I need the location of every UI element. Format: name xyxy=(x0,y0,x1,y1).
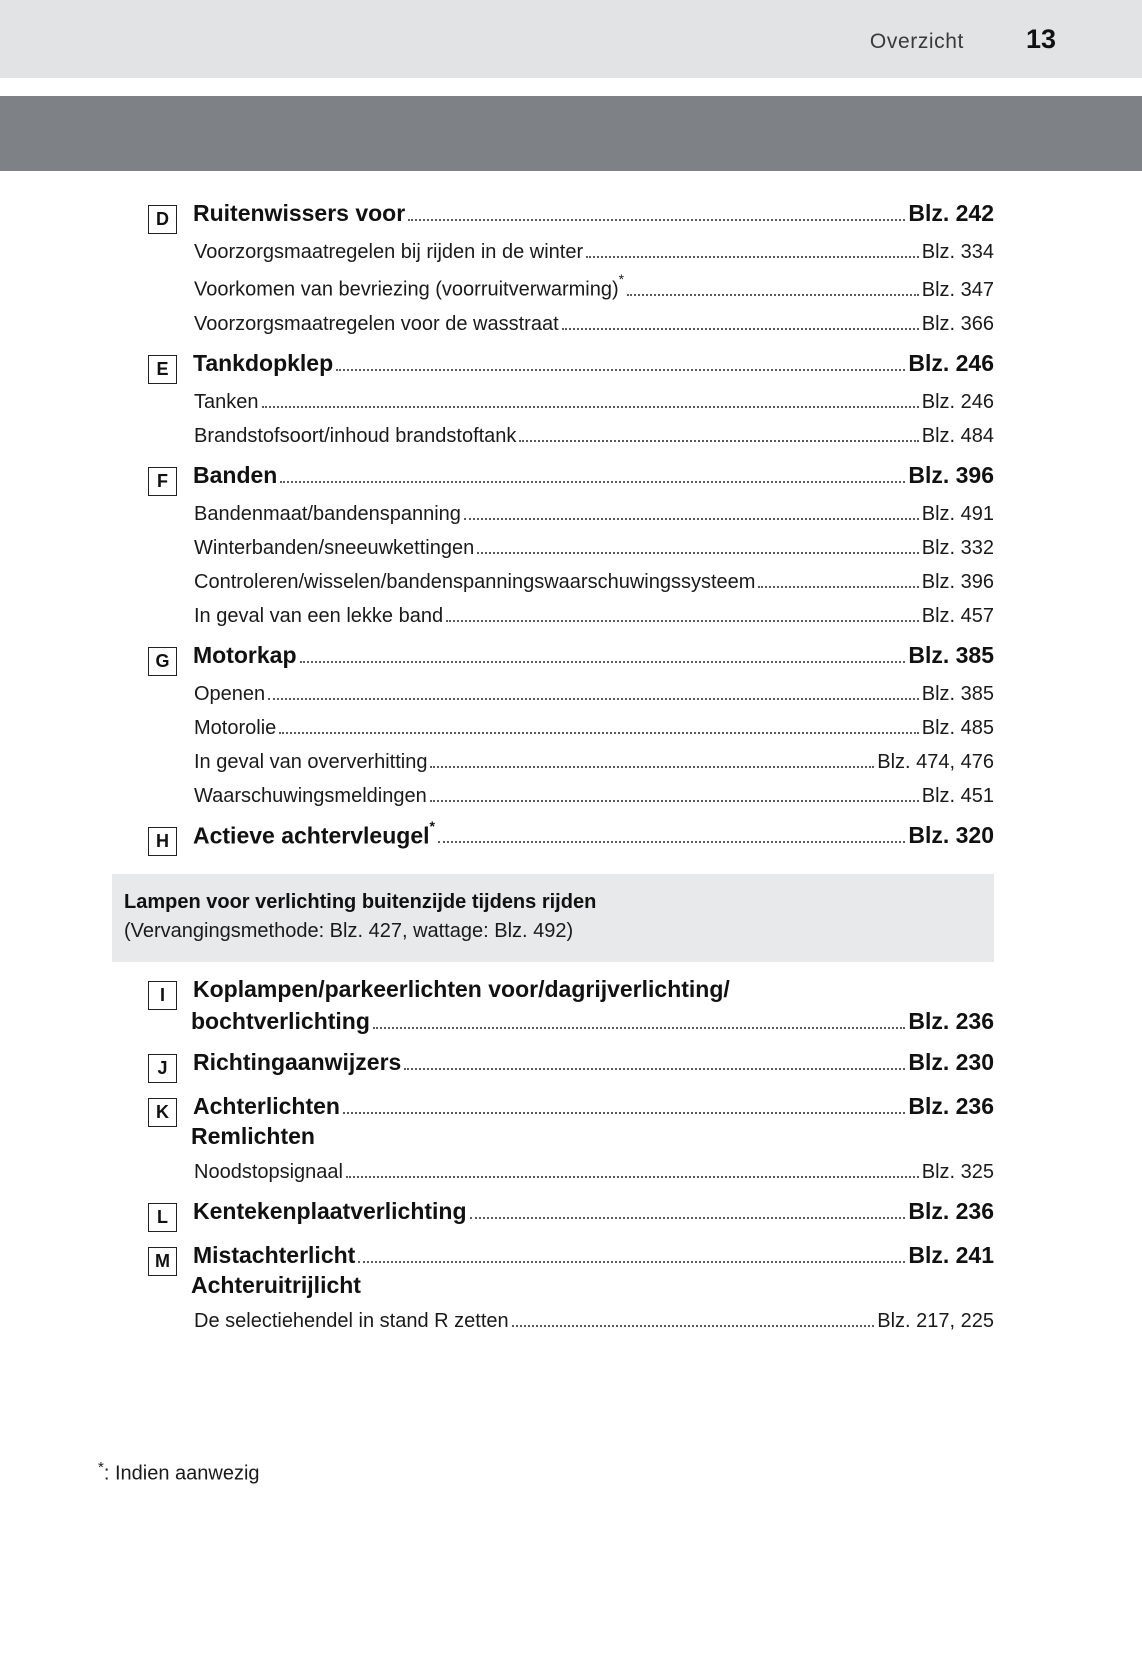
toc-subentry-title: Tanken xyxy=(194,390,259,413)
marker-badge-e: E xyxy=(148,355,177,384)
toc-page-ref: Blz. 334 xyxy=(921,241,994,263)
toc-page-ref: Blz. 241 xyxy=(908,1242,994,1269)
toc-page-ref: Blz. 347 xyxy=(921,278,994,301)
toc-subentry-title: Noodstopsignaal xyxy=(194,1161,343,1184)
toc-subentry-title: Voorzorgsmaatregelen voor de wasstraat xyxy=(194,312,559,335)
dot-leader xyxy=(358,1260,905,1263)
toc-subentry[interactable] xyxy=(0,503,1142,526)
dot-leader xyxy=(464,517,919,520)
toc-entry-title: Motorkap xyxy=(193,641,297,668)
dot-leader xyxy=(586,255,919,258)
toc-subentry[interactable] xyxy=(0,313,1142,336)
dot-leader xyxy=(477,551,919,554)
asterisk-marker: * xyxy=(618,271,625,287)
toc-subentry[interactable] xyxy=(0,1161,1142,1184)
toc-entry-k-extra xyxy=(0,1123,1142,1150)
toc-page-ref: Blz. 246 xyxy=(921,390,994,413)
dot-leader xyxy=(262,405,919,408)
toc-page-ref: Blz. 485 xyxy=(921,716,994,739)
toc-subentry-title: Voorzorgsmaatregelen bij rijden in de winter xyxy=(194,241,584,263)
toc-subentry[interactable] xyxy=(0,605,1142,628)
marker-badge-m: M xyxy=(148,1247,177,1276)
dot-leader xyxy=(438,840,905,843)
dot-leader xyxy=(336,368,905,371)
toc-page-ref: Blz. 451 xyxy=(921,784,994,807)
dot-leader xyxy=(408,218,905,221)
page-number: 13 xyxy=(1025,24,1056,54)
dot-leader xyxy=(430,799,919,802)
footnote-asterisk: * xyxy=(98,1459,104,1477)
toc-subentry-title: Openen xyxy=(194,682,266,705)
toc-page-ref: Blz. 366 xyxy=(921,312,994,335)
dot-leader xyxy=(373,1026,905,1029)
toc-entry-m[interactable] xyxy=(0,1242,1142,1272)
toc-page-ref: Blz. 332 xyxy=(921,536,994,559)
toc-entry-j[interactable] xyxy=(0,1049,1142,1079)
toc-entry-h[interactable] xyxy=(0,817,1142,853)
toc-subentry-title: Brandstofsoort/inhoud brandstoftank xyxy=(194,424,517,447)
toc-page-ref: Blz. 230 xyxy=(908,1049,994,1076)
toc-entry-title-line2: bochtverlichting xyxy=(191,1008,370,1035)
toc-page-ref: Blz. 491 xyxy=(921,502,994,525)
toc-subentry[interactable] xyxy=(0,391,1142,414)
toc-subentry-title: Winterbanden/sneeuwkettingen xyxy=(194,536,475,559)
toc-subentry[interactable] xyxy=(0,751,1142,774)
page-header-title: Overzicht xyxy=(869,30,964,53)
toc-entry-i[interactable] xyxy=(0,976,1142,1035)
toc-page-ref: Blz. 325 xyxy=(921,1161,994,1184)
toc-subentry[interactable] xyxy=(0,785,1142,808)
toc-entry-title: Richtingaanwijzers xyxy=(193,1049,402,1076)
marker-badge-g: G xyxy=(148,647,177,676)
dot-leader xyxy=(562,327,919,330)
dot-leader xyxy=(280,480,905,483)
lighting-note-block xyxy=(112,874,994,962)
toc-subentry[interactable] xyxy=(0,683,1142,706)
toc-extra-label: Remlichten xyxy=(191,1123,315,1150)
toc-entry-title: Mistachterlicht xyxy=(193,1242,356,1269)
lighting-note-line-1: Lampen voor verlichting buitenzijde tijdens rijden xyxy=(124,891,597,914)
toc-subentry-title: In geval van een lekke band xyxy=(194,604,444,627)
toc-extra-label: Achteruitrijlicht xyxy=(191,1272,361,1299)
dot-leader xyxy=(446,619,919,622)
toc-subentry[interactable] xyxy=(0,241,1142,264)
toc-page-ref: Blz. 396 xyxy=(908,461,994,488)
page-header-band xyxy=(0,0,1142,78)
toc-page-ref: Blz. 474, 476 xyxy=(877,750,994,773)
toc-subentry[interactable] xyxy=(0,1310,1142,1333)
toc-content xyxy=(0,186,1142,1333)
dot-leader xyxy=(758,585,918,588)
toc-page-ref: Blz. 385 xyxy=(908,641,994,668)
dot-leader xyxy=(627,293,919,296)
toc-subentry-title: Voorkomen van bevriezing (voorruitverwarming)* xyxy=(194,271,625,301)
toc-entry-g[interactable] xyxy=(0,642,1142,672)
lighting-note-line-2: (Vervangingsmethode: Blz. 427, wattage: Blz. 492) xyxy=(124,920,574,943)
dot-leader xyxy=(343,1111,905,1114)
toc-entry-f[interactable] xyxy=(0,462,1142,492)
dot-leader xyxy=(470,1216,906,1219)
footnote-text: : Indien aanwezig xyxy=(103,1463,260,1485)
dot-leader xyxy=(268,697,919,700)
toc-entry-title: Banden xyxy=(193,461,278,488)
toc-entry-title: Tankdopklep xyxy=(193,349,334,376)
marker-badge-j: J xyxy=(148,1054,177,1083)
toc-entry-k[interactable] xyxy=(0,1093,1142,1123)
toc-page-ref: Blz. 385 xyxy=(921,682,994,705)
toc-entry-d[interactable] xyxy=(0,200,1142,230)
marker-badge-i: I xyxy=(148,981,177,1010)
marker-badge-k: K xyxy=(148,1098,177,1127)
toc-subentry[interactable] xyxy=(0,717,1142,740)
dot-leader xyxy=(430,765,874,768)
toc-entry-title: Kentekenplaatverlichting xyxy=(193,1198,467,1225)
toc-entry-l[interactable] xyxy=(0,1198,1142,1228)
dot-leader xyxy=(346,1175,919,1178)
marker-badge-d: D xyxy=(148,205,177,234)
marker-badge-f: F xyxy=(148,467,177,496)
toc-page-ref: Blz. 236 xyxy=(908,1198,994,1225)
toc-page-ref: Blz. 242 xyxy=(908,200,994,226)
toc-page-ref: Blz. 217, 225 xyxy=(877,1310,994,1333)
toc-page-ref: Blz. 236 xyxy=(908,1093,994,1120)
toc-subentry-title: Motorolie xyxy=(194,716,277,739)
marker-badge-h: H xyxy=(148,827,177,856)
toc-entry-title: Achterlichten xyxy=(193,1093,340,1120)
dot-leader xyxy=(300,660,906,663)
toc-page-ref: Blz. 457 xyxy=(921,604,994,627)
toc-page-ref: Blz. 320 xyxy=(908,822,994,849)
asterisk-marker: * xyxy=(429,817,435,834)
toc-entry-title-line1: Koplampen/parkeerlichten voor/dagrijverlichting/ xyxy=(193,976,730,1003)
dot-leader xyxy=(404,1067,905,1070)
toc-subentry-title: De selectiehendel in stand R zetten xyxy=(194,1310,509,1333)
toc-subentry[interactable] xyxy=(0,571,1142,594)
toc-page-ref: Blz. 484 xyxy=(921,424,994,447)
toc-entry-title: Actieve achtervleugel* xyxy=(193,817,435,849)
toc-page-ref: Blz. 396 xyxy=(921,570,994,593)
section-band xyxy=(0,96,1142,171)
toc-page-ref: Blz. 236 xyxy=(908,1008,994,1035)
dot-leader xyxy=(512,1324,875,1327)
dot-leader xyxy=(279,731,918,734)
toc-entry-m-extra xyxy=(0,1272,1142,1299)
toc-entry-e[interactable] xyxy=(0,350,1142,380)
toc-subentry-title: In geval van oververhitting xyxy=(194,750,428,773)
toc-subentry[interactable] xyxy=(0,271,1142,302)
header-divider xyxy=(0,78,1142,81)
toc-entry-title: Ruitenwissers voor xyxy=(193,200,406,226)
toc-subentry-title: Controleren/wisselen/bandenspanningswaarschuwingssysteem xyxy=(194,570,756,593)
toc-subentry[interactable] xyxy=(0,537,1142,560)
marker-badge-l: L xyxy=(148,1203,177,1232)
toc-subentry-title: Bandenmaat/bandenspanning xyxy=(194,502,461,525)
toc-subentry[interactable] xyxy=(0,425,1142,448)
toc-subentry-title: Waarschuwingsmeldingen xyxy=(194,784,427,807)
dot-leader xyxy=(519,439,918,442)
toc-page-ref: Blz. 246 xyxy=(908,349,994,376)
footnote xyxy=(98,1459,260,1486)
